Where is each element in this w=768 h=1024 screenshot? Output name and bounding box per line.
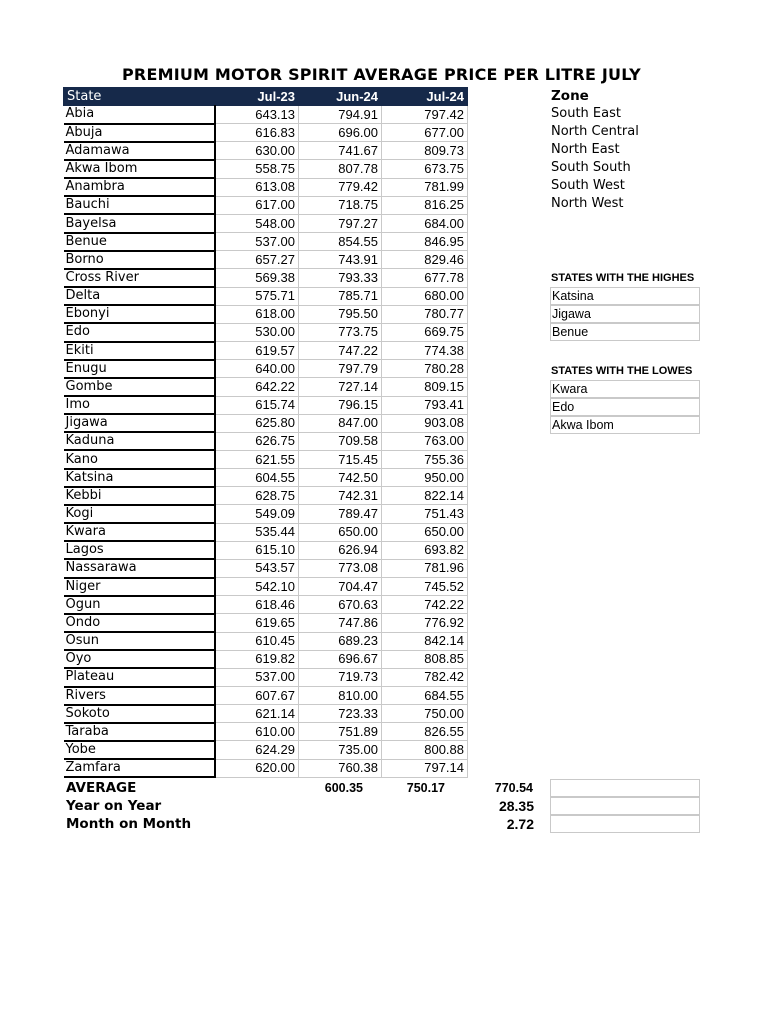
jul-24-cell: 816.25 [382, 196, 468, 214]
jul-23-cell: 620.00 [215, 759, 299, 777]
jun-24-cell: 797.79 [299, 360, 382, 378]
jun-24-cell: 650.00 [299, 523, 382, 541]
table-row [64, 523, 468, 541]
lowest-state-cell: Akwa Ibom [550, 416, 700, 434]
state-cell: Kano [64, 450, 215, 468]
state-cell: Taraba [64, 723, 215, 741]
state-cell: Lagos [64, 541, 215, 559]
jul-23-cell: 613.08 [215, 178, 299, 196]
jul-23-cell: 610.45 [215, 632, 299, 650]
jun-24-cell: 794.91 [299, 106, 382, 124]
table-row [64, 450, 468, 468]
jun-24-cell: 742.31 [299, 487, 382, 505]
jul-24-cell: 826.55 [382, 723, 468, 741]
jul-23-cell: 548.00 [215, 214, 299, 232]
jun-24-cell: 847.00 [299, 414, 382, 432]
jul-23-cell: 619.57 [215, 342, 299, 360]
state-cell: Enugu [64, 360, 215, 378]
table-row [64, 196, 468, 214]
jul-23-cell: 607.67 [215, 687, 299, 705]
jun-24-cell: 779.42 [299, 178, 382, 196]
state-cell: Nassarawa [64, 559, 215, 577]
jun-24-cell: 793.33 [299, 269, 382, 287]
jul-24-cell: 950.00 [382, 469, 468, 487]
jul-24-cell: 745.52 [382, 578, 468, 596]
highest-states-heading: STATES WITH THE HIGHES [551, 272, 695, 284]
zone-item: South East [551, 106, 621, 121]
jun-24-cell: 789.47 [299, 505, 382, 523]
page-title: PREMIUM MOTOR SPIRIT AVERAGE PRICE PER LITRE JULY [122, 65, 641, 84]
jul-23-cell: 625.80 [215, 414, 299, 432]
table-row [64, 396, 468, 414]
jun-24-cell: 743.91 [299, 251, 382, 269]
jul-23-cell: 616.83 [215, 124, 299, 142]
jun-24-cell: 742.50 [299, 469, 382, 487]
jun-24-cell: 689.23 [299, 632, 382, 650]
state-cell: Kaduna [64, 432, 215, 450]
jun-24-cell: 719.73 [299, 668, 382, 686]
column-header-jul-23: Jul-23 [215, 88, 299, 106]
state-cell: Kwara [64, 523, 215, 541]
jun-24-cell: 795.50 [299, 305, 382, 323]
year-on-year-value: 28.35 [498, 798, 534, 814]
state-cell: Abia [64, 106, 215, 124]
lowest-state-cell: Kwara [550, 380, 700, 398]
jul-24-cell: 650.00 [382, 523, 468, 541]
state-cell: Anambra [64, 178, 215, 196]
table-row [64, 214, 468, 232]
jul-23-cell: 535.44 [215, 523, 299, 541]
jul-24-cell: 809.73 [382, 142, 468, 160]
jun-24-cell: 735.00 [299, 741, 382, 759]
column-header-state: State [64, 88, 215, 106]
jul-24-cell: 797.14 [382, 759, 468, 777]
table-row [64, 578, 468, 596]
table-row [64, 614, 468, 632]
month-on-month-value: 2.72 [506, 816, 534, 832]
jul-24-cell: 780.77 [382, 305, 468, 323]
zone-item: South South [551, 160, 631, 175]
jun-24-cell: 626.94 [299, 541, 382, 559]
jul-24-cell: 793.41 [382, 396, 468, 414]
table-row [64, 432, 468, 450]
jul-24-cell: 808.85 [382, 650, 468, 668]
table-row [64, 124, 468, 142]
table-row [64, 323, 468, 341]
table-row [64, 287, 468, 305]
table-row [64, 487, 468, 505]
state-cell: Delta [64, 287, 215, 305]
state-cell: Sokoto [64, 705, 215, 723]
jul-24-cell: 809.15 [382, 378, 468, 396]
table-row [64, 668, 468, 686]
table-row [64, 142, 468, 160]
average-row [66, 779, 533, 797]
jun-24-cell: 773.08 [299, 559, 382, 577]
highest-state-cell: Jigawa [550, 305, 700, 323]
jul-23-cell: 543.57 [215, 559, 299, 577]
jul-24-cell: 677.78 [382, 269, 468, 287]
average-jun-24: 750.17 [406, 781, 445, 795]
jul-23-cell: 657.27 [215, 251, 299, 269]
jul-24-cell: 755.36 [382, 450, 468, 468]
year-on-year-row [66, 797, 534, 815]
jul-23-cell: 575.71 [215, 287, 299, 305]
jun-24-cell: 810.00 [299, 687, 382, 705]
lowest-states-heading: STATES WITH THE LOWES [551, 365, 693, 377]
table-header-row [64, 88, 468, 106]
jul-23-cell: 542.10 [215, 578, 299, 596]
jul-23-cell: 558.75 [215, 160, 299, 178]
jun-24-cell: 747.22 [299, 342, 382, 360]
jul-23-cell: 618.00 [215, 305, 299, 323]
average-jul-24: 770.54 [494, 781, 533, 795]
zone-item: North East [551, 142, 620, 157]
jun-24-cell: 807.78 [299, 160, 382, 178]
state-cell: Oyo [64, 650, 215, 668]
jul-23-cell: 537.00 [215, 668, 299, 686]
table-row [64, 505, 468, 523]
jul-24-cell: 846.95 [382, 233, 468, 251]
state-cell: Borno [64, 251, 215, 269]
jul-23-cell: 621.14 [215, 705, 299, 723]
table-row [64, 559, 468, 577]
jul-24-cell: 903.08 [382, 414, 468, 432]
lowest-state-cell: Edo [550, 398, 700, 416]
jul-24-cell: 829.46 [382, 251, 468, 269]
state-cell: Akwa Ibom [64, 160, 215, 178]
jun-24-cell: 785.71 [299, 287, 382, 305]
summary-side-cell [550, 779, 700, 797]
table-row [64, 160, 468, 178]
summary-side-cell [550, 815, 700, 833]
column-header-jul-24: Jul-24 [382, 88, 468, 106]
table-row [64, 106, 468, 124]
state-cell: Plateau [64, 668, 215, 686]
jun-24-cell: 696.67 [299, 650, 382, 668]
zone-item: North West [551, 196, 624, 211]
state-cell: Rivers [64, 687, 215, 705]
jul-24-cell: 822.14 [382, 487, 468, 505]
state-cell: Kebbi [64, 487, 215, 505]
table-row [64, 632, 468, 650]
summary-side-cell [550, 797, 700, 815]
state-cell: Katsina [64, 469, 215, 487]
jun-24-cell: 773.75 [299, 323, 382, 341]
jul-24-cell: 677.00 [382, 124, 468, 142]
jun-24-cell: 670.63 [299, 596, 382, 614]
table-row [64, 759, 468, 777]
jul-24-cell: 684.55 [382, 687, 468, 705]
column-header-jun-24: Jun-24 [299, 88, 382, 106]
jul-24-cell: 781.96 [382, 559, 468, 577]
state-cell: Osun [64, 632, 215, 650]
jul-24-cell: 680.00 [382, 287, 468, 305]
jul-24-cell: 842.14 [382, 632, 468, 650]
jun-24-cell: 723.33 [299, 705, 382, 723]
table-row [64, 723, 468, 741]
jul-24-cell: 684.00 [382, 214, 468, 232]
jul-24-cell: 750.00 [382, 705, 468, 723]
jun-24-cell: 747.86 [299, 614, 382, 632]
jul-23-cell: 640.00 [215, 360, 299, 378]
table-row [64, 687, 468, 705]
jul-24-cell: 781.99 [382, 178, 468, 196]
jul-23-cell: 617.00 [215, 196, 299, 214]
table-row [64, 705, 468, 723]
state-cell: Kogi [64, 505, 215, 523]
state-cell: Zamfara [64, 759, 215, 777]
jun-24-cell: 854.55 [299, 233, 382, 251]
jul-23-cell: 642.22 [215, 378, 299, 396]
table-row [64, 342, 468, 360]
table-row [64, 741, 468, 759]
jul-23-cell: 615.74 [215, 396, 299, 414]
jun-24-cell: 760.38 [299, 759, 382, 777]
jul-23-cell: 604.55 [215, 469, 299, 487]
table-row [64, 469, 468, 487]
jul-23-cell: 619.82 [215, 650, 299, 668]
table-row [64, 596, 468, 614]
jul-24-cell: 800.88 [382, 741, 468, 759]
state-cell: Gombe [64, 378, 215, 396]
zone-item: North Central [551, 124, 639, 139]
jul-23-cell: 549.09 [215, 505, 299, 523]
state-cell: Ogun [64, 596, 215, 614]
table-row [64, 541, 468, 559]
state-cell: Abuja [64, 124, 215, 142]
zone-heading: Zone [551, 88, 589, 104]
jul-24-cell: 751.43 [382, 505, 468, 523]
state-cell: Bayelsa [64, 214, 215, 232]
jun-24-cell: 715.45 [299, 450, 382, 468]
jul-23-cell: 569.38 [215, 269, 299, 287]
table-row [64, 360, 468, 378]
average-label: AVERAGE [66, 780, 137, 796]
jul-23-cell: 643.13 [215, 106, 299, 124]
jul-24-cell: 797.42 [382, 106, 468, 124]
jul-24-cell: 776.92 [382, 614, 468, 632]
state-cell: Jigawa [64, 414, 215, 432]
table-row [64, 269, 468, 287]
table-body [64, 106, 468, 778]
jul-23-cell: 610.00 [215, 723, 299, 741]
highest-state-cell: Katsina [550, 287, 700, 305]
table-row [64, 233, 468, 251]
jul-23-cell: 619.65 [215, 614, 299, 632]
jul-23-cell: 630.00 [215, 142, 299, 160]
state-cell: Niger [64, 578, 215, 596]
jul-23-cell: 530.00 [215, 323, 299, 341]
state-cell: Imo [64, 396, 215, 414]
year-on-year-label: Year on Year [66, 798, 162, 814]
jun-24-cell: 751.89 [299, 723, 382, 741]
jul-23-cell: 626.75 [215, 432, 299, 450]
state-cell: Cross River [64, 269, 215, 287]
state-cell: Ekiti [64, 342, 215, 360]
average-jul-23: 600.35 [324, 781, 363, 795]
jun-24-cell: 704.47 [299, 578, 382, 596]
jul-23-cell: 615.10 [215, 541, 299, 559]
table-row [64, 251, 468, 269]
zone-item: South West [551, 178, 625, 193]
month-on-month-row [66, 815, 534, 833]
state-cell: Bauchi [64, 196, 215, 214]
state-cell: Benue [64, 233, 215, 251]
table-row [64, 378, 468, 396]
state-cell: Adamawa [64, 142, 215, 160]
table-row [64, 178, 468, 196]
jul-24-cell: 693.82 [382, 541, 468, 559]
table-row [64, 650, 468, 668]
jul-23-cell: 621.55 [215, 450, 299, 468]
jun-24-cell: 796.15 [299, 396, 382, 414]
table-row [64, 414, 468, 432]
jul-24-cell: 774.38 [382, 342, 468, 360]
jul-24-cell: 763.00 [382, 432, 468, 450]
jul-24-cell: 673.75 [382, 160, 468, 178]
jul-23-cell: 537.00 [215, 233, 299, 251]
jul-24-cell: 669.75 [382, 323, 468, 341]
jun-24-cell: 718.75 [299, 196, 382, 214]
highest-state-cell: Benue [550, 323, 700, 341]
state-cell: Yobe [64, 741, 215, 759]
price-table [63, 87, 468, 778]
jul-24-cell: 742.22 [382, 596, 468, 614]
state-cell: Ondo [64, 614, 215, 632]
jul-23-cell: 628.75 [215, 487, 299, 505]
jun-24-cell: 797.27 [299, 214, 382, 232]
state-cell: Ebonyi [64, 305, 215, 323]
jun-24-cell: 709.58 [299, 432, 382, 450]
jun-24-cell: 727.14 [299, 378, 382, 396]
month-on-month-label: Month on Month [66, 816, 192, 832]
jul-23-cell: 624.29 [215, 741, 299, 759]
jul-24-cell: 780.28 [382, 360, 468, 378]
table-row [64, 305, 468, 323]
jun-24-cell: 741.67 [299, 142, 382, 160]
jun-24-cell: 696.00 [299, 124, 382, 142]
state-cell: Edo [64, 323, 215, 341]
jul-24-cell: 782.42 [382, 668, 468, 686]
jul-23-cell: 618.46 [215, 596, 299, 614]
